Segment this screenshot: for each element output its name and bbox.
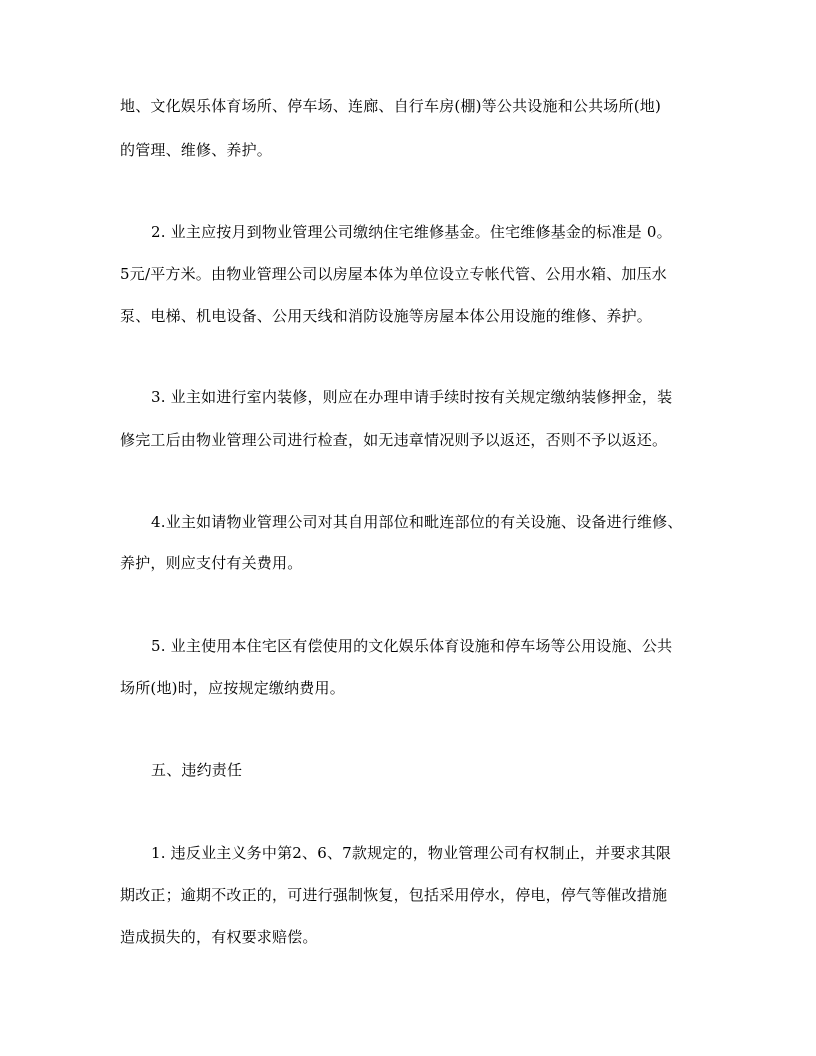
paragraph-line: 的管理、维修、养护。 bbox=[120, 141, 273, 159]
paragraph-line: 期改正；逾期不改正的，可进行强制恢复，包括采用停水，停电，停气等催改措施 bbox=[120, 886, 668, 904]
paragraph-line: 地、文化娱乐体育场所、停车场、连廊、自行车房(棚)等公共设施和公共场所(地) bbox=[120, 97, 662, 115]
paragraph-line: 5元/平方米。由物业管理公司以房屋本体为单位设立专帐代管、公用水箱、加压水 bbox=[120, 265, 668, 283]
paragraph-line: 造成损失的，有权要求赔偿。 bbox=[120, 928, 318, 946]
paragraph-line: 5. 业主使用本住宅区有偿使用的文化娱乐体育设施和停车场等公用设施、公共 bbox=[151, 637, 673, 655]
paragraph-line: 1. 违反业主义务中第2、6、7款规定的，物业管理公司有权制止，并要求其限 bbox=[151, 844, 672, 862]
paragraph-line: 4.业主如请物业管理公司对其自用部位和毗连部位的有关设施、设备进行维修、 bbox=[151, 513, 683, 531]
paragraph-line: 修完工后由物业管理公司进行检查，如无违章情况则予以返还，否则不予以返还。 bbox=[120, 431, 668, 449]
paragraph-line: 场所(地)时，应按规定缴纳费用。 bbox=[120, 679, 345, 697]
section-heading: 五、违约责任 bbox=[151, 761, 243, 779]
paragraph-line: 泵、电梯、机电设备、公用天线和消防设施等房屋本体公用设施的维修、养护。 bbox=[120, 307, 653, 325]
paragraph-line: 2. 业主应按月到物业管理公司缴纳住宅维修基金。住宅维修基金的标准是 0。 bbox=[151, 223, 672, 241]
paragraph-line: 3. 业主如进行室内装修，则应在办理申请手续时按有关规定缴纳装修押金，装 bbox=[151, 388, 673, 406]
paragraph-line: 养护，则应支付有关费用。 bbox=[120, 554, 303, 572]
